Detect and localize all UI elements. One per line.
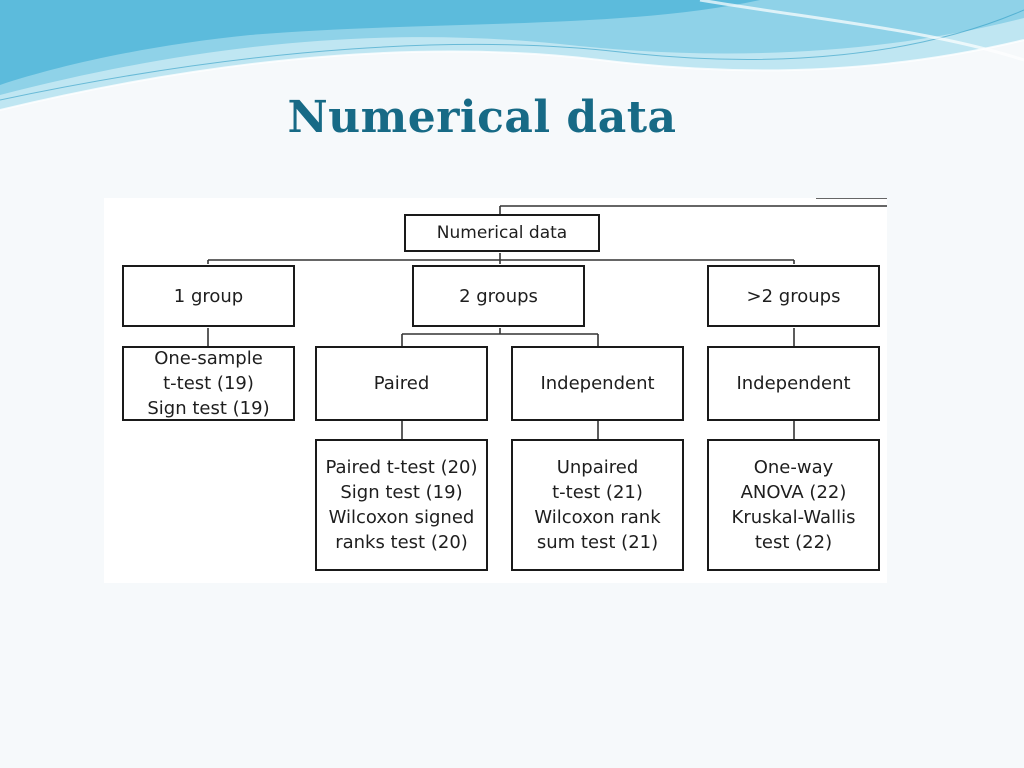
node-label: Independent xyxy=(736,373,851,394)
node-label: Independent xyxy=(540,373,655,394)
node-label: Paired xyxy=(373,373,430,394)
slide-title: Numerical data xyxy=(287,92,677,143)
test-selection-flowchart xyxy=(104,198,887,583)
test-line: t-test (19) xyxy=(163,373,254,394)
test-line: One-way xyxy=(753,457,834,478)
node-independent-two-tests xyxy=(511,439,684,571)
node-label: 2 groups xyxy=(459,285,538,307)
node-independent-two-groups xyxy=(511,346,684,421)
test-line: Sign test (19) xyxy=(340,482,463,503)
test-line: Wilcoxon rank xyxy=(534,507,661,528)
test-line: One-sample xyxy=(154,348,263,369)
test-line: ANOVA (22) xyxy=(740,482,847,503)
node-one-group xyxy=(122,265,295,327)
test-line: ranks test (20) xyxy=(335,532,468,553)
test-line: Sign test (19) xyxy=(147,398,270,419)
test-line: Wilcoxon signed xyxy=(328,507,475,528)
test-line: Kruskal-Wallis xyxy=(731,507,856,528)
test-line: Paired t-test (20) xyxy=(325,457,478,478)
node-paired-tests xyxy=(315,439,488,571)
test-line: t-test (21) xyxy=(552,482,643,503)
node-label: >2 groups xyxy=(746,285,841,307)
node-label: 1 group xyxy=(173,285,244,307)
test-line: sum test (21) xyxy=(536,532,659,553)
node-label: Numerical data xyxy=(436,222,568,243)
node-numerical-data xyxy=(404,214,600,252)
test-line: Unpaired xyxy=(556,457,639,478)
test-line: test (22) xyxy=(754,532,833,553)
node-independent-more-tests xyxy=(707,439,880,571)
node-paired xyxy=(315,346,488,421)
node-independent-more-groups xyxy=(707,346,880,421)
node-one-group-tests xyxy=(122,346,295,421)
node-two-groups xyxy=(412,265,585,327)
node-more-than-two-groups xyxy=(707,265,880,327)
